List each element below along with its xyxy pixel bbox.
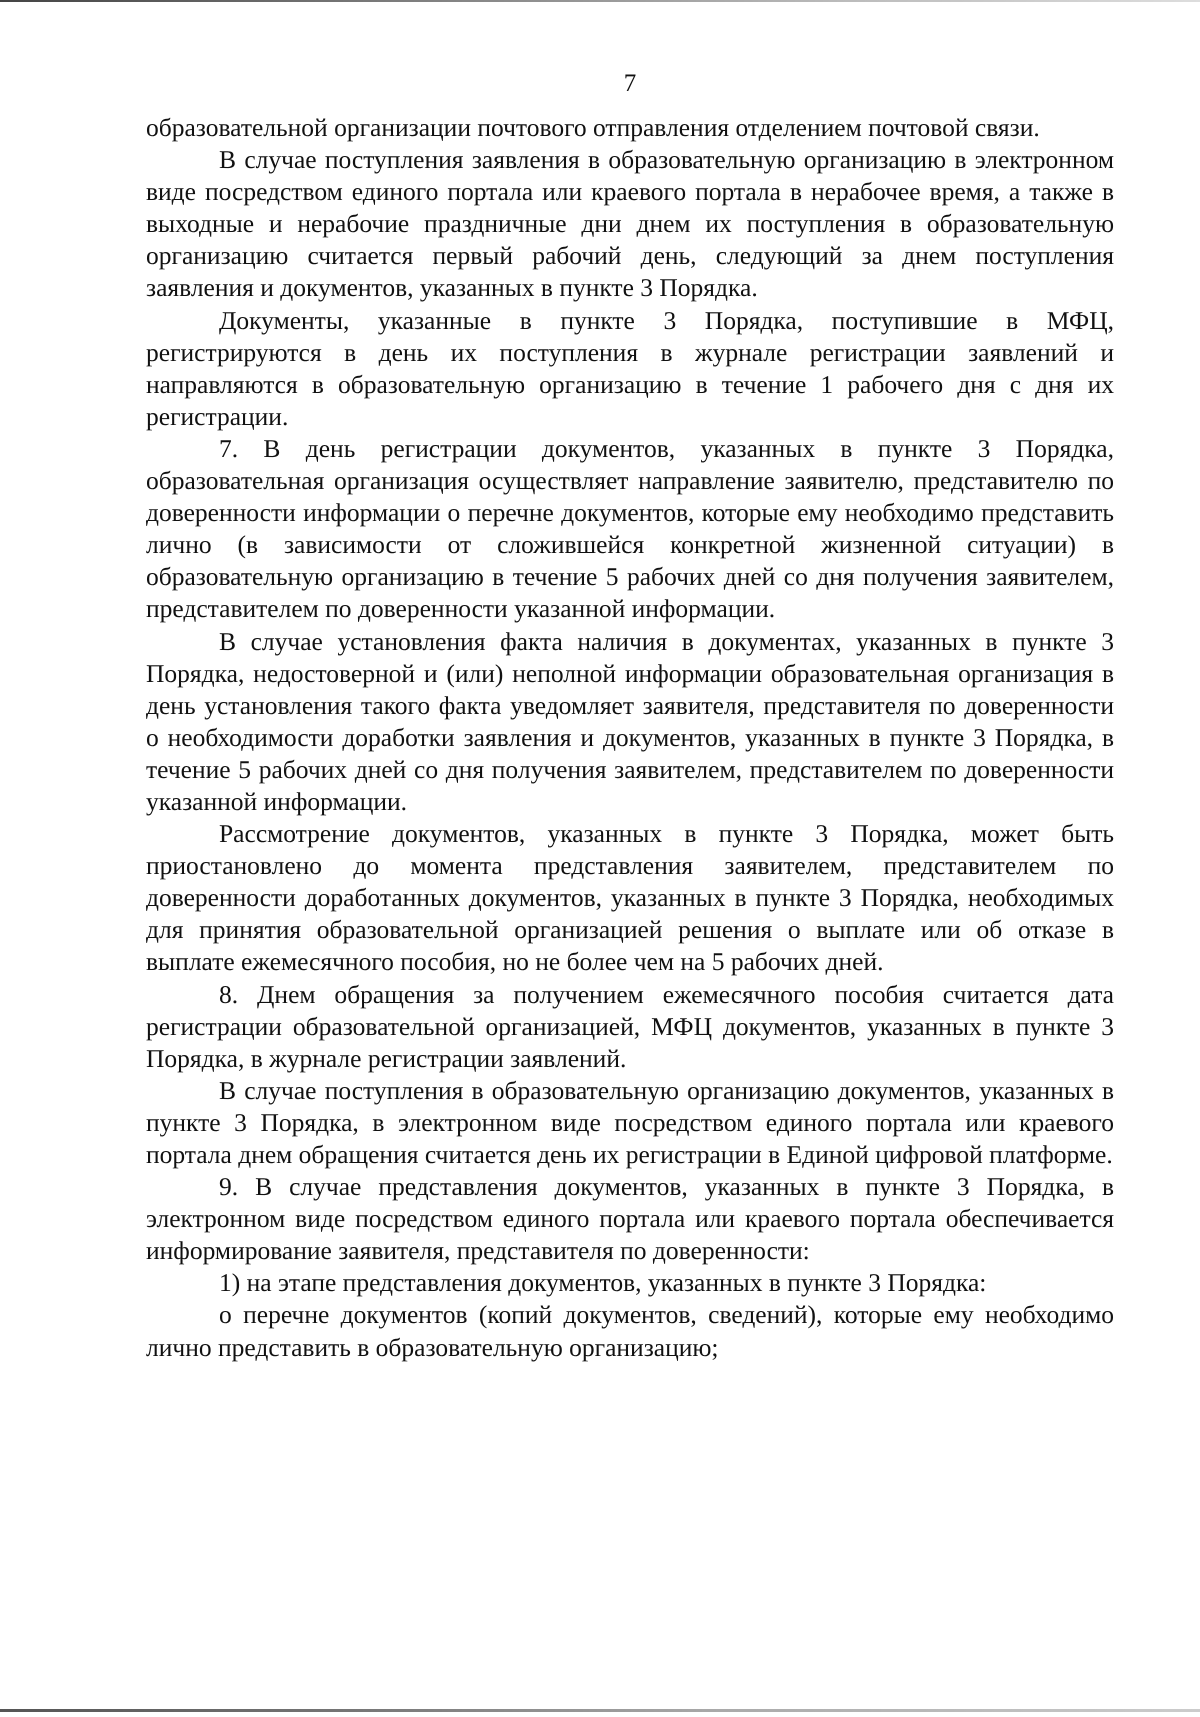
paragraph: Документы, указанные в пункте 3 Порядка, поступившие в МФЦ, регистрируются в день их поступления в журнале регистрации заявлений и направляются в образовательную организацию в течение 1 рабочего дня с дня их регистрации.: [146, 305, 1114, 431]
scan-edge-top: [0, 0, 1200, 2]
paragraph: Рассмотрение документов, указанных в пункте 3 Порядка, может быть приостановлено до момента представления заявителем, представителем по доверенности доработанных документов, указанных в пункте 3 Порядка, необходимых для принятия образовательной организацией решения о выплате или об отказе в выплате ежемесячного пособия, но не более чем на 5 рабочих дней.: [146, 819, 1114, 977]
paragraph: В случае установления факта наличия в документах, указанных в пункте 3 Порядка, недостоверной и (или) неполной информации образовательная организация в день установления такого факта уведомляет заявителя, представителя по доверенности о необходимости доработки заявления и документов, указанных в пункте 3 Порядка, в течение 5 рабочих дней со дня получения заявителем, представителем по доверенности указанной информации.: [146, 626, 1114, 816]
scan-edge-bottom: [0, 1709, 1200, 1712]
paragraph: 8. Днем обращения за получением ежемесячного пособия считается дата регистрации образовательной организацией, МФЦ документов, указанных в пункте 3 Порядка, в журнале регистрации заявлений.: [146, 979, 1114, 1073]
paragraph: 7. В день регистрации документов, указанных в пункте 3 Порядка, образовательная организация осуществляет направление заявителю, представителю по доверенности информации о перечне документов, которые ему необходимо представить лично (в зависимости от сложившейся конкретной жизненной ситуации) в образовательную организацию в течение 5 рабочих дней со дня получения заявителем, представителем по доверенности указанной информации.: [146, 433, 1114, 624]
paragraph: 9. В случае представления документов, указанных в пункте 3 Порядка, в электронном виде посредством единого портала или краевого портала обеспечивается информирование заявителя, представителя по доверенности:: [146, 1172, 1114, 1266]
paragraph: о перечне документов (копий документов, сведений), которые ему необходимо лично представить в образовательную организацию;: [146, 1300, 1114, 1362]
paragraph: образовательной организации почтового отправления отделением почтовой связи.: [146, 113, 1040, 142]
paragraph: В случае поступления в образовательную организацию документов, указанных в пункте 3 Порядка, в электронном виде посредством единого портала или краевого портала днем обращения считается день их регистрации в Единой цифровой платформе.: [146, 1075, 1114, 1169]
page-number: 7: [623, 70, 637, 97]
paragraph: В случае поступления заявления в образовательную организацию в электронном виде посредством единого портала или краевого портала в нерабочее время, а также в выходные и нерабочие праздничные дни днем их поступления в образовательную организацию считается первый рабочий день, следующий за днем поступления заявления и документов, указанных в пункте 3 Порядка.: [146, 145, 1114, 303]
document-body: [146, 112, 1114, 1364]
paragraph: 1) на этапе представления документов, указанных в пункте 3 Порядка:: [219, 1268, 987, 1298]
